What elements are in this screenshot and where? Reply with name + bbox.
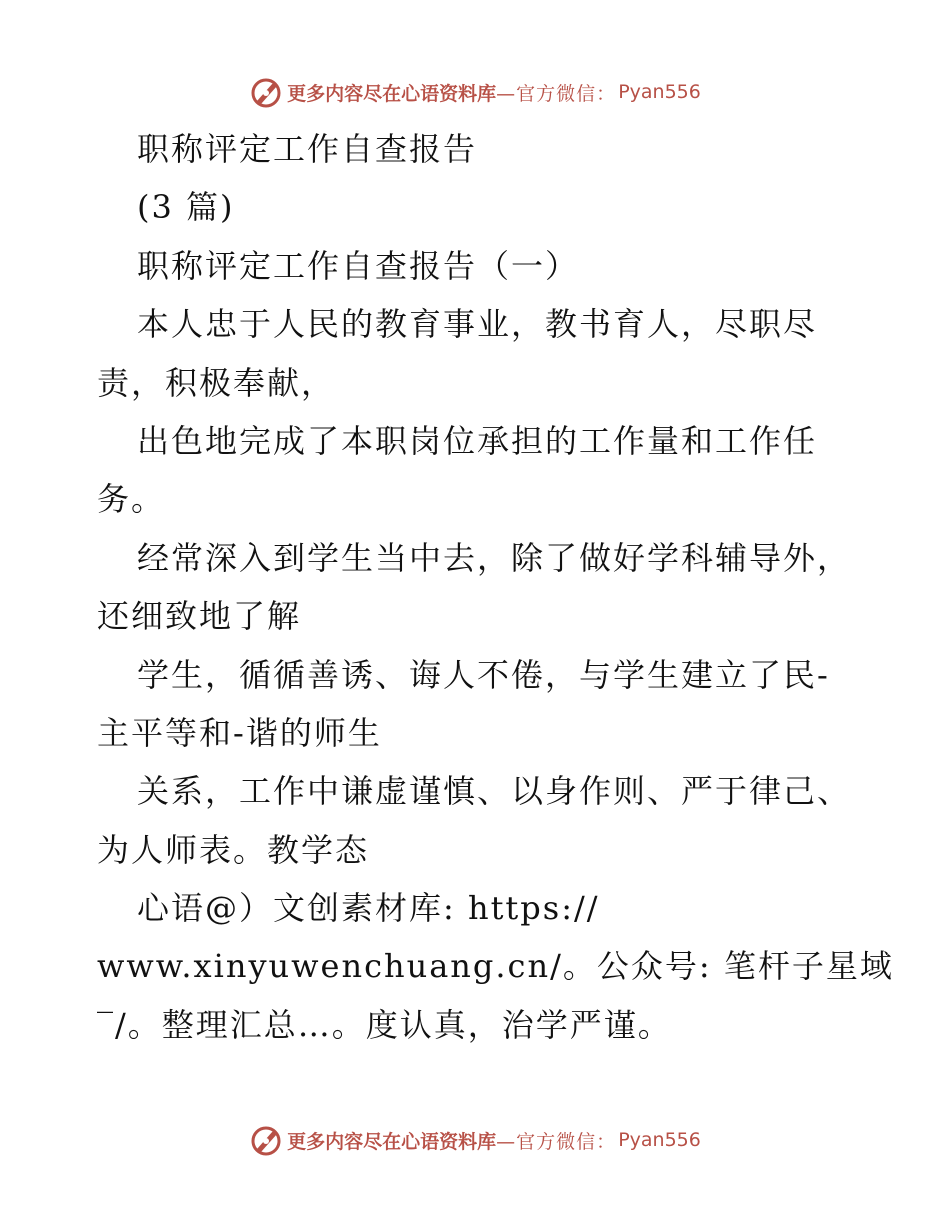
text-line: 本人忠于人民的教育事业，教书育人，尽职尽 [137, 305, 818, 344]
text-line: 还细致地了解 [97, 597, 302, 636]
banner-wechat-id: Pyan556 [618, 81, 701, 103]
text-line: 职称评定工作自查报告 [137, 130, 478, 168]
text-line: 职称评定工作自查报告（一） [137, 246, 580, 285]
footer-banner [0, 1120, 950, 1160]
text-line: (3 篇) [137, 188, 235, 227]
banner-wechat-label: —官方微信： [496, 82, 617, 105]
text-line: 责，积极奉献， [97, 363, 336, 402]
text-line: 经常深入到学生当中去，除了做好学科辅导外， [137, 538, 852, 577]
text-line: 主平等和-谐的师生 [97, 713, 382, 752]
pen-logo-icon [249, 1123, 283, 1157]
text-line: ‾/。整理汇总…。度认真，治学严谨。 [97, 1005, 672, 1044]
text-line: 出色地完成了本职岗位承担的工作量和工作任 [137, 421, 818, 460]
text-line: 务。 [97, 480, 166, 519]
text-line: 关系，工作中谦虚谨慎、以身作则、严于律己、 [137, 772, 852, 811]
text-line: 心语@）文创素材库: https:// [137, 889, 600, 928]
text-line: 为人师表。教学态 [97, 830, 370, 869]
banner-wechat-label: —官方微信： [496, 1130, 617, 1153]
text-line: www.xinyuwenchuang.cn/。公众号: 笔杆子星域 [97, 947, 894, 986]
text-line: 学生，循循善诱、诲人不倦，与学生建立了民- [137, 655, 830, 694]
banner-title: 更多内容尽在心语资料库 [287, 82, 497, 105]
banner-wechat-id: Pyan556 [618, 1129, 701, 1151]
header-banner [0, 72, 950, 112]
pen-logo-icon [249, 75, 283, 109]
banner-title: 更多内容尽在心语资料库 [287, 1130, 497, 1153]
document-body [97, 120, 894, 1054]
